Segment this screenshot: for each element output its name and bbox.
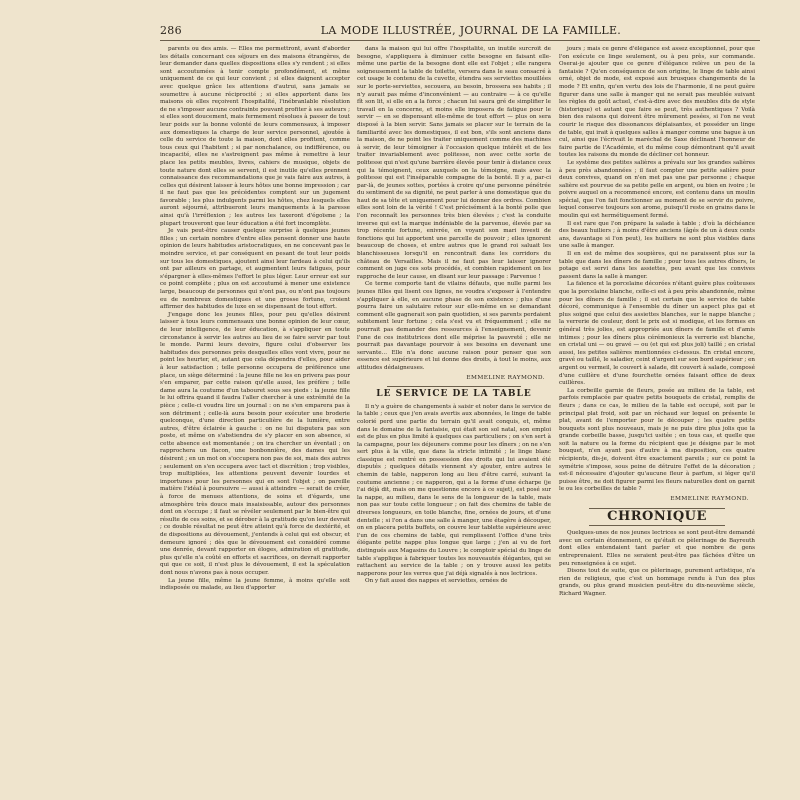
- paragraph: J'engage donc les jeunes filles, pour peu qu'elles désirent laisser à tous leurs commensaux une bonne opinion de leur cœur, de leur intelligence, de leur éducation, à s'appliquer en toute circonstance à servir les autres au lieu de se faire servir par tout le monde. Parmi leurs devoirs, figure celui d'observer les habitudes des personnes près desquelles elles vont vivre, pour ne point les heurter, et, autant que cela dépendra d'elles, pour aider à leur satisfaction ; telle personne occupera de préférence une place, un siège déterminé : la jeune fille ne les en privera pas pour s'en emparer, par cette raison qu'elle aussi, les préfère ; telle dame aura la coutume d'un tabouret sous ses pieds : la jeune fille le lui offrira quand il faudra l'aller chercher à une extrémité de la pièce ; celle-ci voudra lire un journal : on ne s'en emparera pas à son détriment ; celle-là aura besoin pour exécuter une broderie quelconque, d'une direction particulière de la lumière, entre autres, d'être éclairée à gauche : on ne lui disputera pas son poste, et même on s'abstiendra de s'y placer en son absence, si cette absence est momentanée ; on ira chercher un éventail ; on rapprochera un flacon, une bonbonnière, des dames qui les désirent ; en un mot on s'occupera non pas de soi, mais des autres ; seulement on s'en occupera avec tact et discrétion ; trop visibles, trop multipliées, les attentions peuvent devenir lourdes et importunes pour les personnes qui en sont l'objet ; on pareille matière l'idéal à poursuivre — aussi à atteindre — serait de créer, à force de menues attentions, de soins et d'égards, une atmosphère très douce mais insaisissable, autour des personnes dont on s'occupe ; il faut se révéler seulement par le bien-être qui résulte de ces soins, et se dérober à la gratitude qu'on leur devrait ; ce double résultat ne peut être atteint qu'à force de dextérité, et de dispositions au dévouement, j'entends à celui qui est obscur, et demeure ignoré ; dès que le dévouement est considéré comme une denrée, devant rapporter en éloges, admiration et gratitude, plus qu'elle n'a coûté en efforts et sacrifices, on devrait rapporter qui que ce soit, il n'est plus le dévouement, il est la spéculation dont nous n'avons pas à nous occuper.: [160, 311, 350, 576]
- paragraph: On y fait aussi des nappes et serviettes, ornées de: [365, 578, 508, 585]
- page-number: 286: [160, 23, 182, 37]
- paragraph: La faïence et la porcelaine décorées n'étant guère plus coûteuses que la porcelaine blanche, celle-ci est à peu près abandonnée, même pour les dîners de famille ; il est certain que le service de table décoré, communique à l'ensemble du dîner un aspect plus gai et plus soigné que celui des assiettes blanches, sur le nappe blanche ; la verrerie de couleur, dont le prix est si modique, et les formes en général très jolies, est appropriée aux dîners de famille et d'amis intimes ; pour les dîners plus cérémonieux la verrerie est blanche, en cristal uni — ou gravé — ou (et qui est plus joli) taillé ; en cristal aussi, les petites salières mentionnées ci-dessus. En cristal encore, gravé ou taillé, le saladier, ceint d'argent sur son bord supérieur ; en argent ou vermeil, le couvert à salade, dit couvert à salade, composé d'une cuillère et d'une fourchette ornées faisant office de deux cuillères.: [559, 281, 755, 387]
- column-2: [357, 46, 551, 778]
- paragraph: Disons tout de suite, que ce pèlerinage, purement artistique, n'a rien de religieux, que c'est un hommage rendu à l'un des plus grands, ou plus grand musicien peut-être du dix-neuvième siècle, Richard Wagner.: [559, 568, 755, 597]
- column-1: [160, 46, 350, 778]
- paragraph: La corbeille garnie de fleurs, posée au milieu de la table, est parfois remplacée par quatre petits bouquets de cristal, remplis de fleurs ; dans ce cas, le milieu de la table est occupé, soit par le principal plat froid, soit par un réchaud sur lequel on présente le plat, avant de l'emporter pour le découper ; les quatre petits bouquets sont plus nouveaux, mais je ne puis dire plus jolis que la grande corbeille basse, jusqu'ici usitée ; en tous cas, et quelle que soit la nature ou la forme du récipient que je désigne par le mot bouquet, n'en ayant pas d'autre à ma disposition, ces quatre récipients, dis-je, doivent être exactement pareils ; sur ce point la symétrie s'impose, sous peine de détruire l'effet de la décoration ; est-il nécessaire d'ajouter qu'aucune fleur à parfum, si léger qu'il puisse être, ne doit figurer parmi les fleurs naturelles dont on garnit le ou les corbeilles de table ?: [559, 387, 755, 493]
- paragraph: La jeune fille, même la jeune femme, à moins qu'elle soit indisposée ou malade, au lieu d'apporter: [160, 577, 350, 592]
- paragraph: Il en est de même des soupières, qui ne paraissent plus sur la table que dans les dîners de famille ; pour tous les autres dîners, le potage est servi dans les assiettes, peu avant que les convives passent dans la salle à manger.: [559, 251, 755, 280]
- divider: [589, 525, 725, 526]
- paragraph: Il n'y a guère de changements à saisir et noter dans le service de la table ; ceux que j'en avais avertis aux abonnées, le linge de table colorié perd une partie du terrain qu'il avait conquis, et, même dans le domaine de la fantaisie, qui était son sol natal, son emploi est de plus en plus limité à quelques cas particuliers ; on s'en sert à la campagne, pour les déjeuners comme pour les dîners ; on ne s'en sert plus à la ville, que dans la stricte intimité ; le linge blanc classique est rentré en possession des droits qui lui avaient été disputés ; quelques détails viennent s'y ajouter, entre autres le chemin de table, napperon long au lieu d'être carré, suivant la coutume ancienne ; ce napperon, qui a la forme d'une écharpe (je l'ai déjà dit, mais on me questionne encore à ce sujet), est posé sur la nappe, au milieu, dans le sens de la longueur de la table, mais non pas sur toute cette longueur ; on fait des chemins de table de diverses longueurs, en toile blanche, fine, ornées de jours, et d'une dentelle ; si l'on a dans une salle à manger, une étagère à découper, on en placera petits buffets, on couvre leur tablette supérieure avec l'un de ces chemins de table, qui remplissent l'office d'une très élégante petite nappe plus longue que large ; j'en ai vu de fort distingués aux Magasins du Louvre ; le comptoir spécial du linge de table s'applique à fabriquer toutes les nouveautés élégantes, qui se rattachent au service de la table ; on y trouve aussi les petits napperons pour les verres que j'ai déjà signalés à nos lectrices.: [357, 403, 551, 577]
- author-signature: EMMELINE RAYMOND.: [670, 496, 749, 503]
- paragraph: dans la maison qui lui offre l'hospitalité, un inutile surcroît de besogne, s'appliquera à diminuer cette besogne en faisant elle-même une partie de la besogne dont elle est l'objet ; elle rangera soigneusement la table de toilette, versera dans le seau consacré à cet usage le contenu de la cuvette, étendra ses serviettes mouillées sur le porte-serviettes, secouera, au besoin, brossera ses habits ; il n'y aurait pas même d'inconvénient — au contraire — à ce qu'elle fît son lit, si elle en a la force ; chacun lui saura gré de simplifier le travail en la concerne, et moins elle imposera de fatigue pour le servir — en se dispensant elle-même de tout effort — plus on sera disposé à la bien servir. Sans jamais se placer sur le terrain de la familiarité avec les domestiques, il est bon, s'ils sont anciens dans la maison, de ne point les traiter uniquement comme des machines à servir, de leur témoigner à l'occasion quelque intérêt et de les traiter invariablement avec politesse, non avec cette sorte de politesse qui n'est qu'une barrière élevée pour tenir à distance ceux qui la témoignent, ceux auxquels on la témoigne, mais avec la politesse qui est l'inséparable compagne de la bonté. Il y a, par-ci par-là, de jeunes sottes, portées à croire qu'une personne pénétrée du sentiment de sa dignité, ne peut parler à une domestique que du haut de sa tête et uniquement pour lui donner des ordres. Combien elles sont loin de la vérité ! C'est précisément à la bonté polie que l'on reconnaît les personnes très bien élevées ; c'est la conduite inverse qui est la marque indéniable de la parvenue, élevée par sa trop récente fortune, enivrée, en voyant son mari investi de fonctions qui lui apportent une parcelle de pouvoir ; elles ignorent beaucoup de choses, et entre autres que le grand roi saluait les blanchisseuses lorsqu'il en rencontrait dans les corridors du château de Versailles. Mais il ne faut pas leur laisser ignorer comment on juge ces sots procédés, et combien rapidement on les rapproche de leur cause, en disant sur leur passage : Parvenue !: [357, 46, 551, 280]
- section-title: LE SERVICE DE LA TABLE: [376, 389, 532, 400]
- divider: [387, 386, 521, 387]
- paragraph: Ce terme comporte tant de vilains défauts, que nulle parmi les jeunes filles qui lisent ces lignes, ne voudra s'exposer à l'entendre s'appliquer à elle, en aucune phase de son existence ; plus d'une pourra faire un salutaire retour sur elle-même en se demandant comment elle gagnerait son pain quotidien, si ses parents perdaient subitement leur fortune ; cela s'est vu et fréquemment ; elle ne pourrait pas demander des ressources à l'enseignement, devenir l'une de ces institutrices dont elle méprise la pauvreté ; elle ne pourrait pas davantage pourvoir à ses besoins en devenant une servante… Elle n'a donc aucune raison pour penser que son essence est supérieure et lui donne des droits, à tout le moins, aux attitudes dédaigneuses.: [357, 281, 551, 371]
- paragraph: Quelques-unes de nos jeunes lectrices se sont peut-être demandé avec un certain étonnement, ce qu'était ce pèlerinage de Bayreuth dont elles entendaient tant parler et que nombre de gens entreprenaient. Elles ne seraient peut-être pas fâchées d'être un peu renseignées à ce sujet.: [559, 530, 755, 567]
- running-head: [160, 20, 760, 41]
- paragraph: Je vais peut-être causer quelque surprise à quelques jeunes filles ; un certain nombre d'entre elles pensent donner une haute opinion de leurs habitudes aristocratiques, en ne concevant pas le moindre service, et par conséquent en pesant de tout leur poids sur tous les domestiques, ajoutent ainsi leur fardeau à celui qu'ils ont par ailleurs en partage, et augmentent leurs fatigues, pour s'épargner à elles-mêmes l'effort le plus léger. Leur erreur est sur ce point complète ; plus on est accoutumé à mener une existence large, beaucoup de personnes qui n'ont pas, ou n'ont pas toujours eu de nombreux domestiques et une grosse fortune, croient affirmer des habitudes de luxe en se dispensant de tout effort.: [160, 228, 350, 311]
- paragraph: Le système des petites salières a prévalu sur les grandes salières à peu près abandonnées ; il faut compter une petite salière pour deux convives, quand on n'en met pas une par personne ; chaque salière est pourvue de sa petite pelle en argent, ou bien en ivoire ; le poivre auquel on a recommencé encore, est contenu dans un moulin spécial, que l'on fait fonctionner au moment de se servir du poivre, lequel conserve toujours son arome, puisqu'il reste en grains dans le moulin qui est hermétiquement fermé.: [559, 159, 755, 220]
- paragraph: jours ; mais ce genre d'élégance est assez exceptionnel, pour que l'on exécute ce linge seulement, ou à peu près, sur commande. Oserai-je ajouter que ce genre d'élégance relève un peu de la fantaisie ? Qu'en conséquence de son origine, le linge de table ainsi orné, objet de mode, est exposé aux brusques changements de la mode ? Et enfin, qu'en vertu des lois de l'harmonie, il ne peut guère figurer dans une salle à manger qui ne serait pas meublée suivant les règles du goût actuel, c'est-à-dire avec des meubles dits de style (historique) et autant que faire se peut, très authentiques ? Voilà bien des raisons qui doivent être mûrement pesées, si l'on ne veut courir le risque des dissonances déplaisantes, et posséder un linge de table, qui irait à quelques salles à manger comme une bague à un cul, ainsi que l'écrivait le maréchal de Saxe déclinant l'honneur de faire partie de l'Académie, et du même coup démontrant qu'il avait toutes les raisons du monde de décliner cet honneur.: [559, 46, 755, 159]
- author-signature: EMMELINE RAYMOND.: [466, 374, 545, 381]
- column-3: [559, 46, 755, 778]
- paragraph: Il est rare que l'on prépare la salade à table ; d'où la déchéance des beaux huiliers ; à moins d'être anciens (âgés de un à deux cents ans, davantage si l'on peut), les huiliers ne sont plus visibles dans une salle à manger.: [559, 220, 755, 250]
- chronique-title: CHRONIQUE: [607, 508, 707, 524]
- journal-title: LA MODE ILLUSTRÉE, JOURNAL DE LA FAMILLE.: [320, 23, 622, 37]
- paragraph: parents ou des amis. — Elles me permettront, avant d'aborder les détails concernant ces séjours en des maisons étrangères, de leur demander dans quelles dispositions elles s'y rendent ; si elles sont accoutumées à tenir compte profondément, et même uniquement de ce qui leur convient ; si elles daignent accepter avec quelque grâce les attentions d'autrui, sans jamais se soumettre à aucune réciprocité ; si elles apportent dans les maisons où elles reçoivent l'hospitalité, l'inébranlable résolution de ne s'imposer aucune contrainte pouvant profiter à ses auteurs ; si elles sont doucement, mais fermement résolues à passer de tout leur poids sur la bonne volonté de leurs commensaux, à imposer aux domestiques la charge de leur service personnel, ajoutée à celle du service de toute la maison, dont elles profitent, comme tous ceux qui l'habitent ; si par nonchalance, ou indifférence, ou incapacité, elles ne s'astreignent pas même à remettre à leur place les petits meubles, livres, cahiers de musique, objets de toute nature dont elles se servent, il est inutile qu'elles prennent connaissance des recommandations que je vais faire aux autres, à celles qui désirent laisser à leurs hôtes une bonne impression ; car il ne faut pas que les précédentes comptent sur un jugement favorable ; les plus indulgents parmi les hôtes, chez lesquels elles auront séjourné, attribueront leurs manquements à la paresse ainsi qu'à l'irréflexion ; les autres les taxeront d'égoïsme ; la plupart trouveront que leur éducation a été fort incomplète.: [160, 46, 350, 227]
